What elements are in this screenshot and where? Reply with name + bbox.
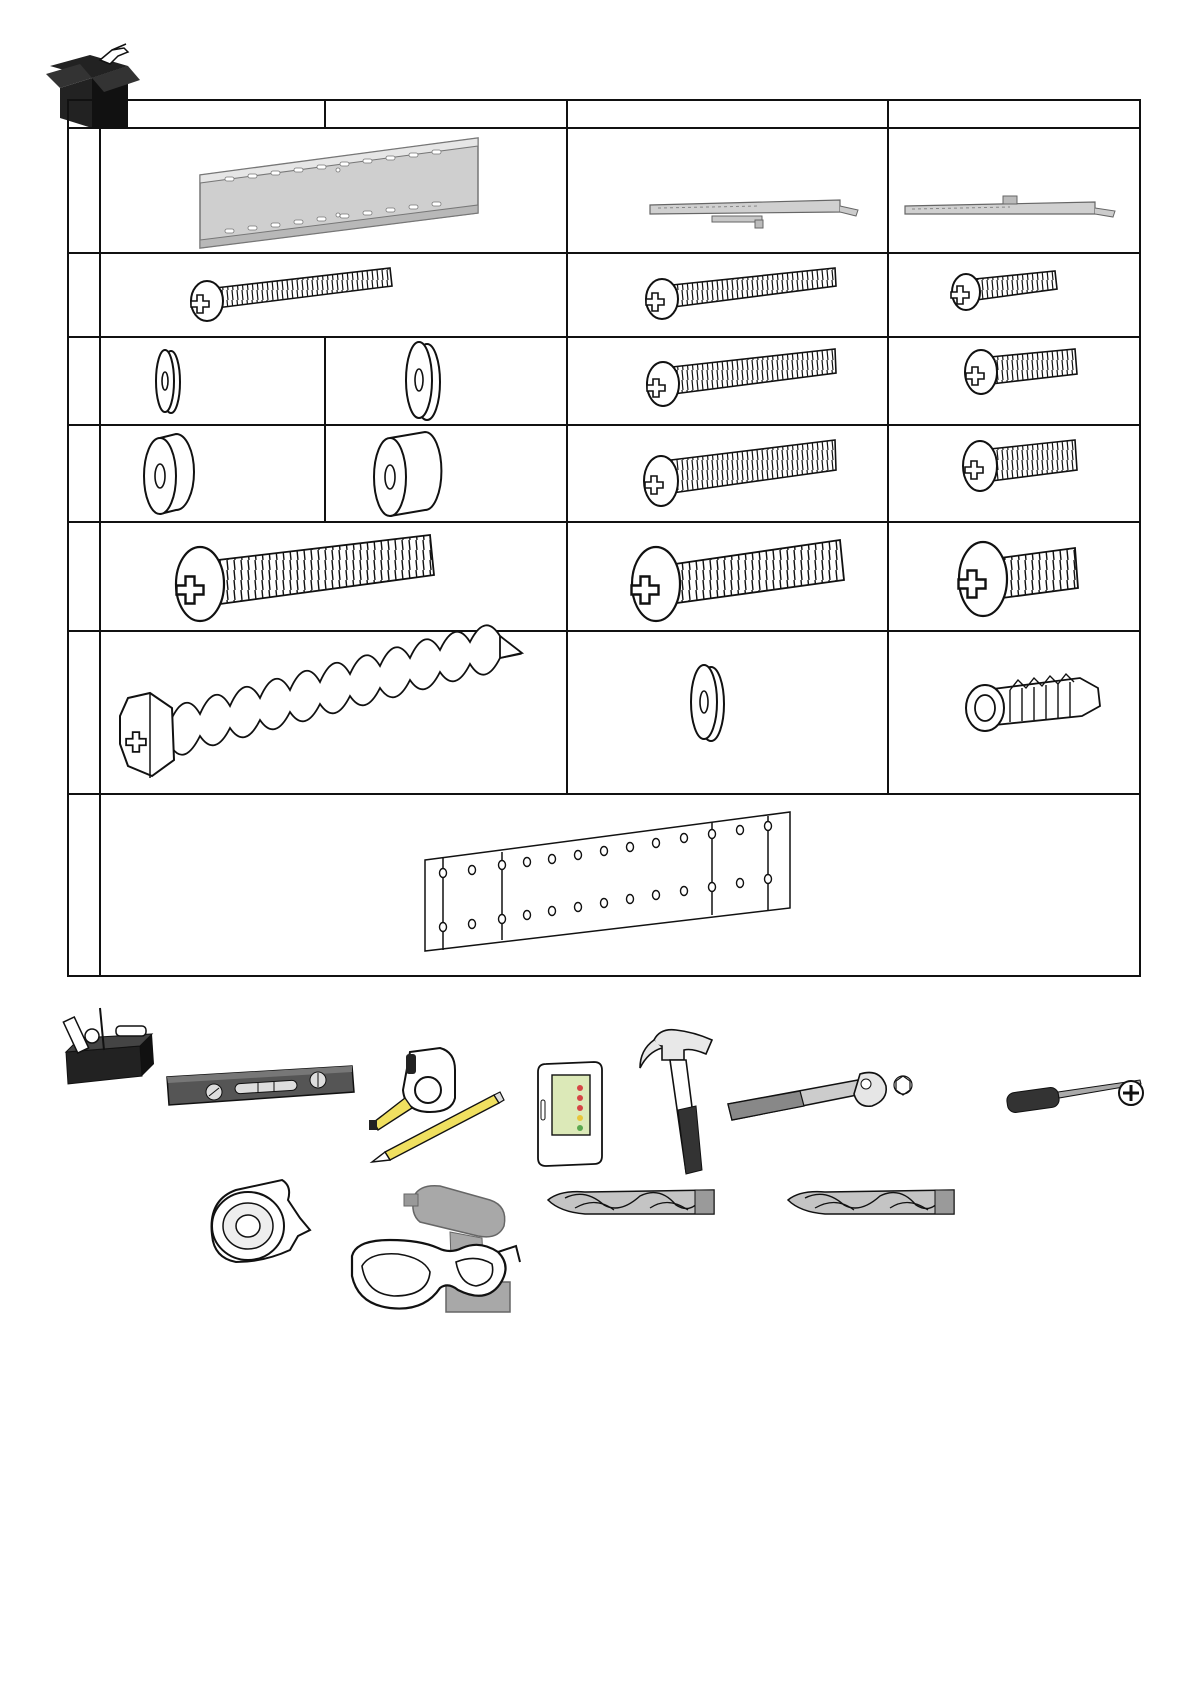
short-arm-bracket xyxy=(905,196,1115,217)
large-washer xyxy=(406,342,440,420)
tape-measure-icon xyxy=(369,1048,455,1130)
large-short-screw xyxy=(959,542,1079,616)
short-screw xyxy=(965,349,1077,394)
open-box-hand-icon xyxy=(46,44,140,128)
drilling-template xyxy=(425,812,790,951)
tape-icon xyxy=(212,1180,311,1262)
socket-icon xyxy=(894,1076,912,1095)
socket-wrench-icon xyxy=(728,1073,886,1121)
hammer-icon xyxy=(640,1030,712,1174)
drill-bit-icon xyxy=(788,1190,954,1214)
toolbox-icon xyxy=(63,1008,154,1084)
level-icon xyxy=(167,1066,354,1105)
screwdriver-icon xyxy=(1006,1080,1143,1114)
small-spacer xyxy=(144,434,194,514)
long-arm-bracket xyxy=(650,200,858,228)
drill-bit-icon xyxy=(548,1190,714,1214)
small-washer xyxy=(156,350,180,413)
medium-screw xyxy=(647,349,836,406)
long-screw xyxy=(191,268,392,321)
large-medium-screw xyxy=(632,540,845,621)
short-screw xyxy=(963,440,1077,491)
stud-finder-icon xyxy=(538,1062,602,1166)
large-long-screw xyxy=(176,535,434,621)
lag-bolt xyxy=(120,625,522,778)
medium-screw xyxy=(646,268,836,319)
large-spacer xyxy=(374,432,441,516)
medium-screw xyxy=(644,440,836,506)
wall-anchor xyxy=(966,674,1100,731)
washer xyxy=(691,665,724,741)
short-screw xyxy=(951,271,1057,310)
wall-plate xyxy=(200,138,478,248)
